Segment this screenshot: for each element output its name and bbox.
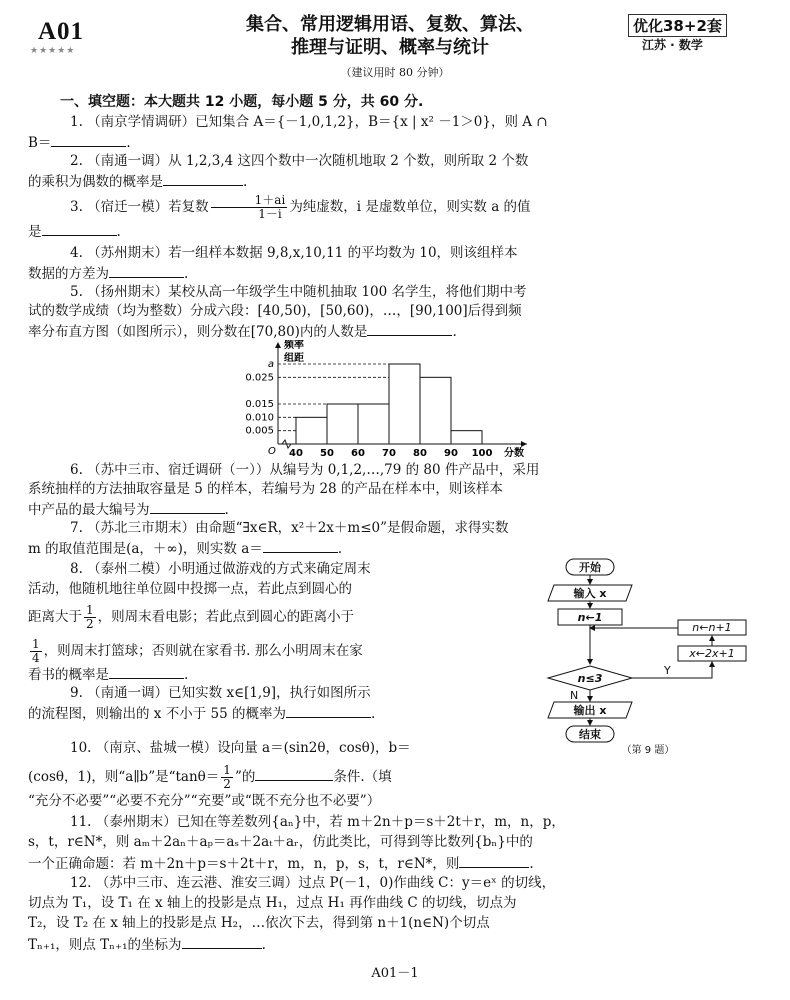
answer-blank	[182, 934, 262, 949]
q2-line-1: 2. （南通一调）从 1,2,3,4 这四个数中一次随机地取 2 个数，则所取 2 个数	[70, 153, 529, 169]
q10-fraction	[221, 764, 233, 791]
answer-blank	[150, 499, 225, 514]
x-tick-label: 100	[471, 448, 493, 459]
q4-end: .	[184, 266, 189, 282]
q9-line-1: 9. （南通一调）已知实数 x∈[1,9]，执行如图所示	[70, 685, 371, 701]
q9-line-2	[28, 703, 528, 724]
q8-text-2: ，则周末看电影；若此点到圆心的距离小于	[97, 609, 355, 625]
y-axis-arrow	[275, 342, 281, 348]
answer-blank	[367, 321, 452, 336]
answer-blank	[109, 664, 184, 679]
q12-line-2: 切点为 T₁，设 T₁ 在 x 轴上的投影是点 H₁，过点 H₁ 再作曲线 C 的切线，切点为	[28, 895, 517, 911]
paper-code: A01	[38, 18, 85, 45]
q8-text-3: ，则周末打篮球；否则就在家看书. 那么小明周末在家	[43, 643, 363, 659]
q3-text-3: 是	[28, 224, 42, 240]
q8-text: 距离大于	[28, 609, 82, 625]
flow-init-label: n←1	[577, 611, 603, 624]
q3-text: 3. （宿迁一模）若复数	[70, 199, 209, 215]
answer-blank	[286, 703, 371, 718]
q2-text: 的乘积为偶数的概率是	[28, 174, 163, 190]
q6-text: 中产品的最大编号为	[28, 502, 150, 518]
title-line-2: 推理与证明、概率与统计	[291, 37, 489, 58]
q2-end: .	[243, 174, 248, 190]
fraction-numerator: 1	[223, 763, 231, 777]
answer-blank	[263, 538, 338, 553]
fraction-numerator: 1＋ai	[211, 194, 288, 208]
q12-line-3: T₂，设 T₂ 在 x 轴上的投影是点 H₂，…依次下去，得到第 n＋1(n∈N)个切点	[28, 915, 490, 931]
histogram-bar	[389, 364, 420, 444]
q11-line-3	[28, 853, 760, 874]
histogram-bar	[296, 417, 327, 444]
q11-text: 一个正确命题：若 m＋2n＋p＝s＋2t＋r，m，n，p，s，t，r∈N*，则	[28, 856, 460, 872]
fraction-denominator: 2	[86, 617, 94, 631]
q11-end: .	[529, 856, 534, 872]
q4-text: 数据的方差为	[28, 266, 109, 282]
flow-input-label: 输入 x	[573, 587, 607, 600]
q9-end: .	[370, 706, 376, 722]
y-tick-label: 0.015	[245, 399, 274, 410]
flow-caption: （第 9 题）	[621, 745, 675, 756]
q1-text: B＝	[28, 135, 52, 151]
x-tick-label: 90	[444, 448, 458, 459]
q8-line-5	[28, 664, 528, 685]
q4-line-1: 4. （苏州期末）若一组样本数据 9,8,x,10,11 的平均数为 10，则该组样本	[70, 245, 518, 261]
q8-line-4	[28, 638, 528, 665]
histogram-bar	[358, 404, 389, 444]
fraction-denominator: 1－i	[258, 207, 282, 221]
q2-line-2	[28, 171, 760, 192]
section-title: 一、填空题：本大题共 12 小题，每小题 5 分，共 60 分.	[60, 94, 424, 110]
q5-line-1: 5. （扬州期末）某校从高一年级学生中随机抽取 100 名学生，将他们期中考	[70, 284, 527, 300]
q1-end: .	[126, 135, 131, 151]
histogram-chart	[228, 340, 558, 460]
q5-line-2: 试的数学成绩（均为整数）分成六段：[40,50)，[50,60)，…，[90,100]后得到频	[28, 303, 522, 319]
flow-output-label: 输出 x	[573, 704, 607, 717]
answer-blank	[42, 221, 117, 236]
q9-text: 的流程图，则输出的 x 不小于 55 的概率为	[28, 706, 286, 722]
q8-line-2: 活动，他随机地往单位圆中投掷一点，若此点到圆心的	[28, 581, 352, 597]
q10-text-3: 条件.（填	[333, 769, 392, 785]
flow-end-label: 结束	[579, 728, 601, 741]
q10-line-2	[28, 764, 760, 791]
y-axis-label-top: 频率	[284, 340, 304, 351]
q8-line-1: 8. （泰州二模）小明通过做游戏的方式来确定周末	[70, 561, 371, 577]
flow-update-n-label: n←n+1	[692, 621, 732, 634]
q7-end: .	[337, 541, 343, 557]
flow-condition-label: n≤3	[577, 672, 603, 685]
flow-update-x-label: x←2x+1	[689, 647, 735, 660]
fraction-numerator: 1	[86, 603, 94, 617]
q1-line-1: 1. （南京学情调研）已知集合 A＝{－1,0,1,2}，B＝{x | x² －1＞0}，则 A ∩	[70, 114, 548, 130]
q3-line-1	[28, 194, 760, 221]
histogram-plot	[245, 340, 527, 459]
answer-blank	[109, 263, 184, 278]
brand-subtitle: 江苏 · 数学	[642, 38, 703, 52]
q5-text: 率分布直方图（如图所示），则分数在[70,80)内的人数是	[28, 324, 368, 340]
q10-line-3: “充分不必要”“必要不充分”“充要”或“既不充分也不必要”）	[28, 793, 381, 809]
q12-text: Tₙ₊₁，则点 Tₙ₊₁的坐标为	[28, 937, 182, 953]
x-tick-label: 80	[413, 448, 427, 459]
y-tick-label: 0.005	[245, 425, 274, 437]
flow-start-label: 开始	[579, 561, 601, 574]
flow-yes-label: Y	[664, 664, 671, 677]
q6-line-3	[28, 499, 760, 520]
x-tick-label: 50	[320, 448, 334, 459]
q12-end: .	[261, 937, 266, 953]
x-tick-label: 70	[382, 448, 396, 459]
q8-fraction-1	[84, 604, 96, 631]
fraction-denominator: 2	[223, 777, 231, 791]
q4-line-2	[28, 263, 760, 284]
star-rating: ★★★★★	[30, 46, 76, 56]
flowchart	[540, 556, 760, 756]
answer-blank	[255, 766, 333, 781]
x-axis-label: 分数	[504, 448, 524, 459]
x-tick-label: 40	[289, 448, 303, 459]
time-note: （建议用时 80 分钟）	[340, 66, 450, 79]
q11-line-1: 11. （泰州期末）已知在等差数列{aₙ}中，若 m＋2n＋p＝s＋2t＋r，m，n，p，	[70, 814, 565, 830]
y-tick-label: 0.010	[245, 412, 274, 424]
title-line-1: 集合、常用逻辑用语、复数、算法、	[246, 14, 534, 35]
q3-end: .	[116, 224, 121, 240]
q10-line-1: 10. （南京、盐城一模）设向量 a＝(sin2θ，cosθ)，b＝	[70, 740, 411, 756]
fraction-numerator: 1	[32, 637, 40, 651]
q3-text-2: 为纯虚数，i 是虚数单位，则实数 a 的值	[289, 199, 531, 215]
q10-text: (cosθ，1)，则“a∥b”是“tanθ＝	[28, 769, 220, 785]
q8-line-3	[28, 604, 528, 631]
q3-line-2	[28, 221, 760, 242]
histogram-bar	[420, 377, 451, 444]
q12-line-4	[28, 934, 760, 955]
answer-blank	[459, 853, 529, 868]
x-tick-label: 60	[351, 448, 365, 459]
y-tick-label: a	[267, 359, 274, 370]
q5-line-3	[28, 321, 760, 342]
q6-end: .	[224, 502, 229, 518]
q3-fraction	[211, 194, 288, 221]
q6-line-2: 系统抽样的方法抽取容量是 5 的样本，若编号为 28 的产品在样本中，则该样本	[28, 481, 503, 497]
q11-line-2: s，t，r∈N*，则 aₘ＋2aₙ＋aₚ＝aₛ＋2aₜ＋aᵣ，仿此类比，可得到等比数列{bₙ}中的	[28, 834, 533, 850]
flow-no-label: N	[570, 689, 579, 702]
q8-fraction-2	[30, 638, 42, 665]
q7-text: m 的取值范围是(a，＋∞)，则实数 a＝	[28, 541, 263, 557]
answer-blank	[163, 171, 243, 186]
y-axis-label-bottom: 组距	[284, 353, 304, 364]
y-tick-label: 0.025	[245, 372, 274, 384]
q5-end: .	[452, 324, 457, 340]
answer-blank	[51, 132, 126, 147]
fraction-denominator: 4	[32, 651, 40, 665]
histogram-bar	[451, 431, 482, 444]
q12-line-1: 12. （苏中三市、连云港、淮安三调）过点 P(－1，0)作曲线 C：y＝eˣ 的切线，	[70, 875, 556, 891]
brand-logo: 优化38+2套	[628, 14, 727, 37]
page-footer: A01－1	[371, 966, 419, 981]
q8-end: .	[184, 667, 189, 683]
origin-label: O	[268, 446, 276, 457]
q7-line-1: 7. （苏北三市期末）由命题“∃x∈R，x²＋2x＋m≤0”是假命题，求得实数	[70, 520, 509, 536]
q1-line-2	[28, 132, 760, 153]
histogram-bar	[327, 404, 358, 444]
q10-text-2: ”的	[234, 769, 256, 785]
q6-line-1: 6. （苏中三市、宿迁调研（一））从编号为 0,1,2,…,79 的 80 件产品中，采用	[70, 462, 540, 478]
x-axis-arrow	[521, 441, 527, 447]
q8-text-4: 看书的概率是	[28, 667, 109, 683]
